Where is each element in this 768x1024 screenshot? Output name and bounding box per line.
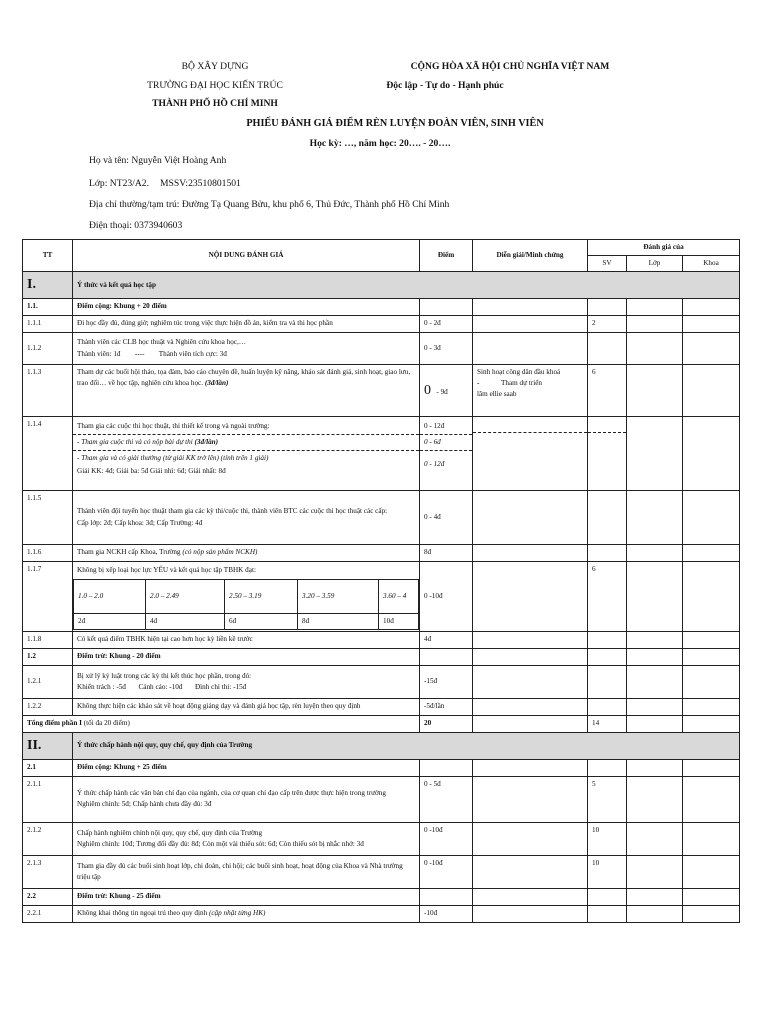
table-row <box>23 417 740 491</box>
row-tt: 1.1.8 <box>23 632 73 649</box>
row-sv: 5 <box>588 776 627 822</box>
gpa-ranges-row <box>74 580 419 614</box>
row-line: Khiển trách : -5đ Cảnh cáo: -10đ Đình chỉ thi: -15đ <box>77 683 247 691</box>
table-row <box>23 299 740 316</box>
row-score: 0 - 3đ <box>420 333 473 365</box>
row-tt: 1.2.2 <box>23 699 73 716</box>
row-line <box>73 435 419 451</box>
row-content <box>73 666 420 699</box>
row-sv: 10 <box>588 822 627 855</box>
table-row <box>23 699 740 716</box>
table-row <box>23 491 740 545</box>
row-line: Tham gia các cuộc thi học thuật, thi thiết kế trong và ngoài trường: <box>73 417 419 435</box>
total-row <box>23 716 740 733</box>
row-line: Cấp lớp: 2đ; Cấp khoa: 3đ; Cấp Trường: 4đ <box>77 518 203 527</box>
row-line: Ý thức chấp hành các văn bản chỉ đạo của ngành, của cơ quan chỉ đạo cấp trên được thực hiện trong trường <box>77 789 386 798</box>
row-tt: 1.1.5 <box>23 491 73 545</box>
evidence-line: lãm ellie saab <box>477 390 517 399</box>
row-content: Điểm trừ: Khung - 20 điểm <box>73 649 420 666</box>
col-tt: TT <box>23 240 73 272</box>
row-score: 0 - 4đ <box>420 491 473 545</box>
row-sv: 10 <box>588 855 627 888</box>
row-tt: 1.1.2 <box>23 333 73 365</box>
score-text: 0 - 6đ <box>424 438 441 447</box>
row-content: Điểm cộng: Khung + 25 điểm <box>73 759 420 776</box>
gpa-points: 10đ <box>379 614 419 630</box>
col-score: Điểm <box>420 240 473 272</box>
table-row <box>23 632 740 649</box>
row-content: Không thực hiện các khảo sát về hoạt động giảng dạy và đánh giá học tập, rèn luyện theo quy định <box>73 699 420 716</box>
table-row <box>23 365 740 417</box>
row-score <box>420 417 473 491</box>
row-emphasis: (3đ/lần) <box>204 379 229 388</box>
section-row <box>23 272 740 299</box>
row-text: Tham dự các buổi hội thảo, tọa đàm, báo cáo chuyên đề, huấn luyện kỹ năng, khảo sát đánh giá, sinh hoạt, giao lưu, trao đổi… về học tập, nghiên cứu khoa học. <box>77 368 411 388</box>
row-line: Thành viên các CLB học thuật và Nghiên cứu khoa học,… <box>77 338 246 347</box>
row-tt: 1.2 <box>23 649 73 666</box>
row-tt: 1.1. <box>23 299 73 316</box>
evidence-line: Sinh hoạt công dân đầu khoá <box>477 368 561 376</box>
row-tt: 1.1.3 <box>23 365 73 417</box>
section-title: Ý thức chấp hành nội quy, quy chế, quy định của Trường <box>73 733 740 760</box>
republic: CỘNG HÒA XÃ HỘI CHỦ NGHĨA VIỆT NAM <box>410 61 610 72</box>
total-sv: 14 <box>588 716 627 733</box>
score-zero: 0 <box>424 382 431 398</box>
row-text: - Tham gia và có giải thưởng (từ giải KK trở lên) (tính trên 1 giải) <box>77 454 269 463</box>
gpa-points: 8đ <box>298 614 379 630</box>
section-number: II. <box>23 733 73 760</box>
table-row <box>23 888 740 905</box>
row-content <box>73 776 420 822</box>
row-tt: 2.1.3 <box>23 855 73 888</box>
row-line: Thành viên: 1đ ---- Thành viên tích cực: 3đ <box>77 349 227 358</box>
city: THÀNH PHỐ HỒ CHÍ MINH <box>152 98 278 109</box>
table-row <box>23 649 740 666</box>
row-content <box>73 562 420 632</box>
row-line: Bị xử lý kỷ luật trong các kỳ thi kết thúc học phần, trong đó: <box>77 671 252 680</box>
student-class: Lớp: NT23/A2. <box>89 178 149 189</box>
gpa-range: 1.0 – 2.0 <box>74 580 146 614</box>
row-tt: 1.1.1 <box>23 316 73 333</box>
row-content <box>73 417 420 491</box>
row-score: 0 - 2đ <box>420 316 473 333</box>
student-mssv: MSSV:23510801501 <box>160 178 241 189</box>
row-sv: 6 <box>588 365 627 417</box>
col-content: NỘI DUNG ĐÁNH GIÁ <box>73 240 420 272</box>
row-score: 8đ <box>420 545 473 562</box>
table-row <box>23 545 740 562</box>
row-tt: 1.2.1 <box>23 666 73 699</box>
row-content: Có kết quả điểm TBHK hiện tại cao hơn học kỳ liền kề trước <box>73 632 420 649</box>
row-score: 4đ <box>420 632 473 649</box>
form-title: PHIẾU ĐÁNH GIÁ ĐIỂM RÈN LUYỆN ĐOÀN VIÊN, SINH VIÊN <box>246 118 544 129</box>
row-line: Chấp hành nghiêm chỉnh nội quy, quy chế, quy định của Trường <box>77 828 263 837</box>
student-phone: Điện thoại: 0373940603 <box>89 220 183 231</box>
row-score: 0 -10đ <box>420 822 473 855</box>
total-note: (tối đa 20 điểm) <box>83 719 130 728</box>
gpa-points-row <box>74 614 419 630</box>
row-tt: 1.1.6 <box>23 545 73 562</box>
score-line <box>420 451 472 478</box>
section-row <box>23 733 740 760</box>
evidence-line <box>477 378 583 389</box>
row-line: Không bị xếp loại học lực YẾU và kết quả học tập TBHK đạt: <box>77 566 256 574</box>
table-row <box>23 562 740 632</box>
university: TRƯỜNG ĐẠI HỌC KIẾN TRÚC <box>147 80 283 91</box>
student-name: Họ và tên: Nguyễn Việt Hoàng Anh <box>89 155 227 166</box>
row-text: Tham gia NCKH cấp Khoa, Trường <box>77 548 181 557</box>
row-content: Điểm cộng: Khung + 20 điểm <box>73 299 420 316</box>
col-sv: SV <box>588 256 627 272</box>
gpa-range: 2.0 – 2.49 <box>146 580 225 614</box>
row-score: 0 - 5đ <box>420 776 473 822</box>
gpa-range: 2.50 – 3.19 <box>225 580 298 614</box>
row-score: -10đ <box>420 905 473 922</box>
student-address: Địa chỉ thường/tạm trú: Đường Tạ Quang Bửu, khu phố 6, Thủ Đức, Thành phố Hồ Chí Minh <box>89 199 450 210</box>
row-tt: 2.1.2 <box>23 822 73 855</box>
row-tt: 2.1.1 <box>23 776 73 822</box>
row-score: -5đ/lần <box>420 699 473 716</box>
row-line: Thành viên đội tuyển học thuật tham gia các kỳ thi/cuộc thi, thành viên BTC các cuộc thi học thuật các cấp: <box>77 507 388 516</box>
row-emphasis: (có nộp sản phẩm NCKH) <box>182 548 258 557</box>
total-score: 20 <box>420 716 473 733</box>
row-line <box>73 451 419 466</box>
row-content <box>73 365 420 417</box>
row-content <box>73 905 420 922</box>
row-score: 0 -10đ <box>420 855 473 888</box>
gpa-range: 3.60 – 4 <box>379 580 419 614</box>
motto: Độc lập - Tự do - Hạnh phúc <box>386 80 504 91</box>
ministry: BỘ XÂY DỰNG <box>181 61 249 72</box>
row-line: Nghiêm chỉnh: 10đ; Tương đối đầy đủ: 8đ; Còn một vài thiếu sót: 6đ; Còn thiếu sót bị nhắc nhở: 3đ <box>77 839 364 848</box>
row-line: Nghiêm chỉnh: 5đ; Chấp hành chưa đầy đủ: 3đ <box>77 800 212 809</box>
table-row <box>23 666 740 699</box>
score-text: 0 - 12đ <box>424 460 445 469</box>
row-tt: 2.2 <box>23 888 73 905</box>
section-number: I. <box>23 272 73 299</box>
row-evidence <box>473 365 588 417</box>
row-content <box>73 491 420 545</box>
col-eval: Đánh giá của <box>588 240 740 256</box>
row-content <box>73 822 420 855</box>
score-max: - 9đ <box>436 387 448 396</box>
col-khoa: Khoa <box>683 256 740 272</box>
gpa-range: 3.20 – 3.59 <box>298 580 379 614</box>
row-score <box>420 365 473 417</box>
row-tt: 2.1 <box>23 759 73 776</box>
row-score: -15đ <box>420 666 473 699</box>
score-line <box>420 435 472 451</box>
row-content: Đi học đầy đủ, đúng giờ; nghiêm túc trong việc thực hiện đồ án, kiểm tra và thi học phần <box>73 316 420 333</box>
evaluation-table <box>22 239 740 923</box>
total-text: Tổng điểm phần I <box>27 719 82 728</box>
row-emphasis: (3đ/lần) <box>194 438 219 447</box>
table-row <box>23 822 740 855</box>
table-header-row <box>23 240 740 256</box>
gpa-points: 6đ <box>225 614 298 630</box>
evidence-text: Tham dự triển <box>500 379 542 388</box>
gpa-points: 4đ <box>146 614 225 630</box>
section-title: Ý thức và kết quả học tập <box>73 272 740 299</box>
table-row <box>23 776 740 822</box>
row-sv: 2 <box>588 316 627 333</box>
evidence-dash: - <box>477 379 480 388</box>
table-row <box>23 905 740 922</box>
semester: Học kỳ: …, năm học: 20…. - 20…. <box>309 138 451 149</box>
table-row <box>23 855 740 888</box>
table-row <box>23 333 740 365</box>
table-row <box>23 316 740 333</box>
col-evidence: Diễn giải/Minh chứng <box>473 240 588 272</box>
row-tt: 1.1.4 <box>23 417 73 491</box>
row-emphasis: (cập nhật từng HK) <box>208 909 266 918</box>
row-text: Không khai thông tin ngoại trú theo quy định <box>77 909 208 918</box>
row-content: Điểm trừ: Khung - 25 điểm <box>73 888 420 905</box>
row-score: 0 -10đ <box>420 562 473 632</box>
row-text: - Tham gia cuộc thi và có nộp bài dự thi <box>77 438 193 447</box>
row-line: Giải KK: 4đ; Giải ba: 5đ Giải nhì: 6đ; Giải nhất: 8đ <box>77 467 226 476</box>
row-sv: 6 <box>588 562 627 632</box>
col-lop: Lớp <box>627 256 683 272</box>
gpa-table <box>73 579 419 630</box>
row-content: Tham gia đầy đủ các buổi sinh hoạt lớp, chi đoàn, chi hội; các buổi sinh hoạt, hoạt động của Khoa và Nhà trường triệu tập <box>73 855 420 888</box>
table-row <box>23 759 740 776</box>
gpa-points: 2đ <box>74 614 146 630</box>
row-content <box>73 545 420 562</box>
row-tt: 1.1.7 <box>23 562 73 632</box>
score-line: 0 - 12đ <box>420 417 472 435</box>
row-tt: 2.2.1 <box>23 905 73 922</box>
total-label <box>23 716 420 733</box>
row-content <box>73 333 420 365</box>
